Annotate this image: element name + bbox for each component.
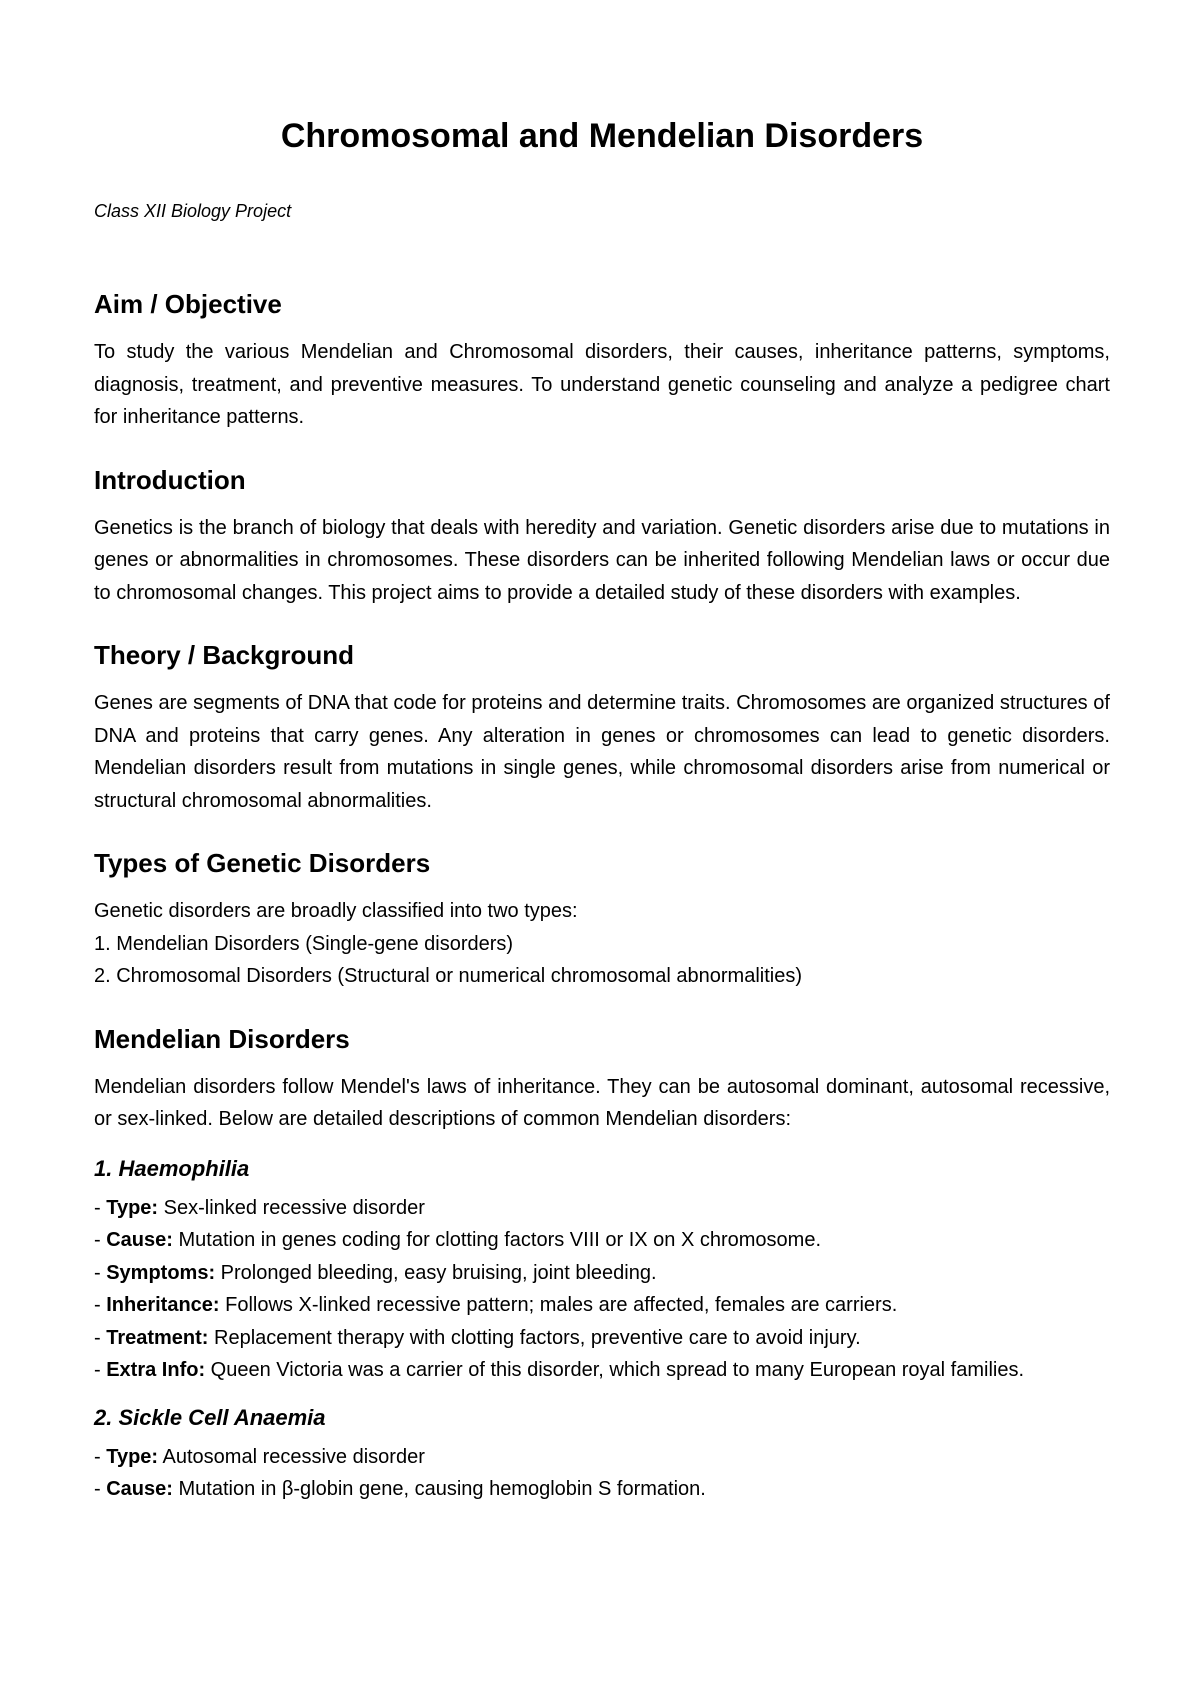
fact-prefix: - [94, 1261, 107, 1284]
fact-value: Sex-linked recessive disorder [158, 1196, 425, 1219]
document-body [94, 284, 1110, 1506]
types-list [94, 928, 1110, 993]
fact-label: Cause: [106, 1478, 173, 1500]
fact-prefix: - [94, 1478, 107, 1500]
fact-label: Treatment: [106, 1326, 209, 1349]
fact-label: Inheritance: [106, 1294, 220, 1316]
fact-value: Prolonged bleeding, easy bruising, joint bleeding. [215, 1261, 657, 1284]
list-item [94, 1257, 1110, 1290]
fact-label: Extra Info: [106, 1359, 206, 1381]
fact-prefix: - [94, 1294, 107, 1316]
document-title: Chromosomal and Mendelian Disorders [280, 117, 924, 155]
fact-value: Mutation in genes coding for clotting factors VIII or IX on X chromosome. [172, 1229, 822, 1251]
fact-label: Type: [106, 1445, 159, 1468]
list-item [94, 1224, 1110, 1257]
fact-value: Autosomal recessive disorder [158, 1445, 425, 1468]
list-item [94, 1289, 1110, 1322]
section-text-aim: To study the various Mendelian and Chromosomal disorders, their causes, inheritance patterns, symptoms, diagnosis, treatment, and preventive measures. To understand genetic counseling and analyze a pedigree chart for inheritance patterns. [94, 341, 1110, 428]
section-heading-types: Types of Genetic Disorders [94, 848, 431, 878]
section-text-theory: Genes are segments of DNA that code for proteins and determine traits. Chromosomes are organized structures of DNA and proteins that carry genes. Any alteration in genes or chromosomes can lead to genetic disorders. Mendelian disorders result from mutations in single genes, while chromosomal disorders arise from numerical or structural chromosomal abnormalities. [94, 692, 1110, 812]
fact-prefix: - [94, 1326, 107, 1349]
section-heading-theory: Theory / Background [94, 640, 355, 670]
fact-label: Symptoms: [106, 1261, 216, 1284]
disorder-heading-sickle-cell: 2. Sickle Cell Anaemia [94, 1404, 326, 1430]
section-text-mendelian: Mendelian disorders follow Mendel's laws of inheritance. They can be autosomal dominant, autosomal recessive, or sex-linked. Below are detailed descriptions of common Mendelian disorders: [94, 1075, 1110, 1130]
list-item [94, 1473, 1110, 1506]
fact-value: Replacement therapy with clotting factors, preventive care to avoid injury. [208, 1326, 861, 1349]
list-item [94, 1441, 1110, 1474]
fact-label: Type: [106, 1196, 159, 1219]
fact-prefix: - [94, 1359, 107, 1381]
section-heading-introduction: Introduction [94, 464, 246, 495]
fact-prefix: - [94, 1229, 107, 1251]
fact-label: Cause: [106, 1229, 173, 1251]
fact-value: Queen Victoria was a carrier of this disorder, which spread to many European royal families. [205, 1359, 1025, 1381]
section-text-introduction: Genetics is the branch of biology that deals with heredity and variation. Genetic disorders arise due to mutations in genes or abnormalities in chromosomes. These disorders can be inherited following Mendelian laws or occur due to chromosomal changes. This project aims to provide a detailed study of these disorders with examples. [94, 516, 1110, 604]
fact-value: Follows X-linked recessive pattern; males are affected, females are carriers. [219, 1294, 898, 1316]
list-item: 2. Chromosomal Disorders (Structural or numerical chromosomal abnormalities) [94, 965, 803, 987]
disorder-heading-haemophilia: 1. Haemophilia [94, 1155, 250, 1181]
fact-value: Mutation in β-globin gene, causing hemoglobin S formation. [172, 1478, 706, 1500]
document-subtitle: Class XII Biology Project [94, 201, 292, 221]
section-heading-mendelian: Mendelian Disorders [94, 1023, 350, 1054]
section-text-types-intro: Genetic disorders are broadly classified into two types: [94, 900, 578, 922]
section-heading-aim: Aim / Objective [94, 289, 282, 319]
disorder-facts-haemophilia [94, 1192, 1110, 1387]
list-item [94, 1354, 1110, 1387]
disorder-facts-sickle-cell [94, 1441, 1110, 1506]
fact-prefix: - [94, 1445, 107, 1468]
fact-prefix: - [94, 1196, 107, 1219]
list-item [94, 1322, 1110, 1355]
list-item: 1. Mendelian Disorders (Single-gene disorders) [94, 932, 514, 955]
list-item [94, 1192, 1110, 1225]
